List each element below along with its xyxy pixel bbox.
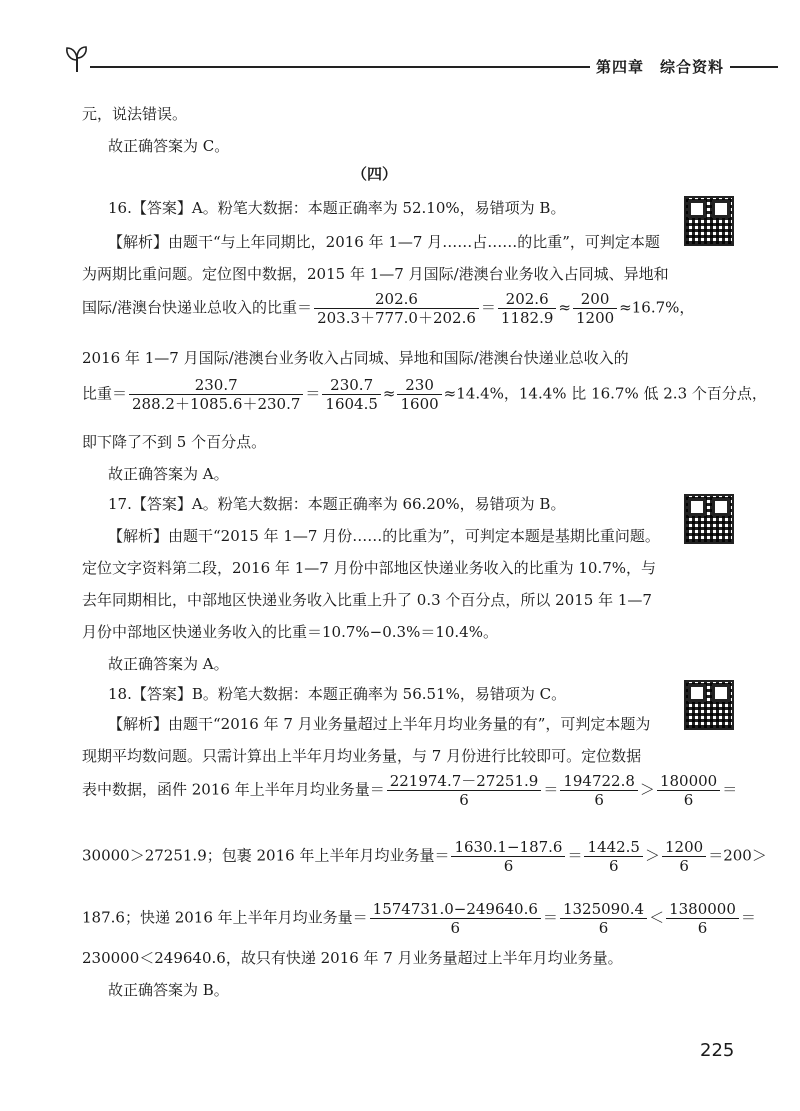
q16-explanation-2: 为两期比重问题。定位图中数据，2015 年 1—7 月国际/港澳台业务收入占同城、异地和 — [82, 265, 669, 283]
q18-formula-2: 30000＞27251.9；包裹 2016 年上半年月均业务量＝ $\frac{1630.1-187.6}{6}$ ＝ $\frac{1442.5}{6}$ ＞ $\frac{1200}{6}$ ＝200＞ — [82, 838, 767, 875]
q16-explanation-4: 即下降了不到 5 个百分点。 — [82, 433, 267, 451]
q16-answer: 16.【答案】A。粉笔大数据：本题正确率为 52.10%，易错项为 B。 — [108, 199, 566, 217]
q18-explanation-2: 现期平均数问题。只需计算出上半年月均业务量，与 7 月份进行比较即可。定位数据 — [82, 747, 642, 765]
answer-line: 故正确答案为 A。 — [108, 465, 229, 483]
q17-explanation-2: 定位文字资料第二段，2016 年 1—7 月份中部地区快递业务收入的比重为 10.7%，与 — [82, 559, 656, 577]
q16-formula-1: 国际/港澳台快递业总收入的比重＝ $\frac{202.6}{203.3+777.0+202.6}$ ＝ $\frac{202.6}{1182.9}$ ≈ $\frac{200}{1200}$ ≈16.7%， — [82, 290, 695, 327]
section-title: （四） — [352, 165, 398, 183]
answer-line: 故正确答案为 C。 — [108, 137, 230, 155]
q17-explanation-4: 月份中部地区快递业务收入的比重＝10.7%−0.3%＝10.4%。 — [82, 623, 498, 641]
q17-answer: 17.【答案】A。粉笔大数据：本题正确率为 66.20%，易错项为 B。 — [108, 495, 566, 513]
q17-explanation-3: 去年同期相比，中部地区快递业务收入比重上升了 0.3 个百分点，所以 2015 年 1—7 — [82, 591, 652, 609]
q18-formula-3: 187.6；快递 2016 年上半年月均业务量＝ $\frac{1574731.0-249640.6}{6}$ ＝ $\frac{1325090.4}{6}$ ＜ $\frac{1380000}{6}$ ＝ — [82, 900, 756, 937]
q18-formula-1: 表中数据，函件 2016 年上半年月均业务量＝ $\frac{221974.7-27251.9}{6}$ ＝ $\frac{194722.8}{6}$ ＞ $\frac{180000}{6}$ ＝ — [82, 772, 738, 809]
qr-code-icon[interactable] — [684, 494, 734, 544]
q18-explanation-1: 【解析】由题干“2016 年 7 月业务量超过上半年月均业务量的有”，可判定本题为 — [108, 715, 651, 733]
qr-code-icon[interactable] — [684, 196, 734, 246]
sprout-icon — [62, 44, 92, 74]
q16-explanation-3: 2016 年 1—7 月国际/港澳台业务收入占同城、异地和国际/港澳台快递业总收入的 — [82, 349, 629, 367]
q18-answer: 18.【答案】B。粉笔大数据：本题正确率为 56.51%，易错项为 C。 — [108, 685, 567, 703]
chapter-title: 第四章 综合资料 — [590, 56, 730, 77]
q17-explanation-1: 【解析】由题干“2015 年 1—7 月份……的比重为”，可判定本题是基期比重问题。 — [108, 527, 660, 545]
text-line: 元，说法错误。 — [82, 105, 188, 123]
q16-explanation-1: 【解析】由题干“与上年同期比，2016 年 1—7 月……占……的比重”，可判定本题 — [108, 233, 660, 251]
q16-formula-2: 比重＝ $\frac{230.7}{288.2+1085.6+230.7}$ ＝ $\frac{230.7}{1604.5}$ ≈ $\frac{230}{1600}$ ≈14.4%，14.4% 比 16.7% 低 2.3 个百分点， — [82, 376, 767, 413]
page-number: 225 — [700, 1040, 735, 1061]
page-header — [62, 42, 778, 82]
answer-line: 故正确答案为 A。 — [108, 655, 229, 673]
q18-explanation-3: 230000＜249640.6，故只有快递 2016 年 7 月业务量超过上半年月均业务量。 — [82, 949, 623, 967]
answer-line: 故正确答案为 B。 — [108, 981, 229, 999]
qr-code-icon[interactable] — [684, 680, 734, 730]
